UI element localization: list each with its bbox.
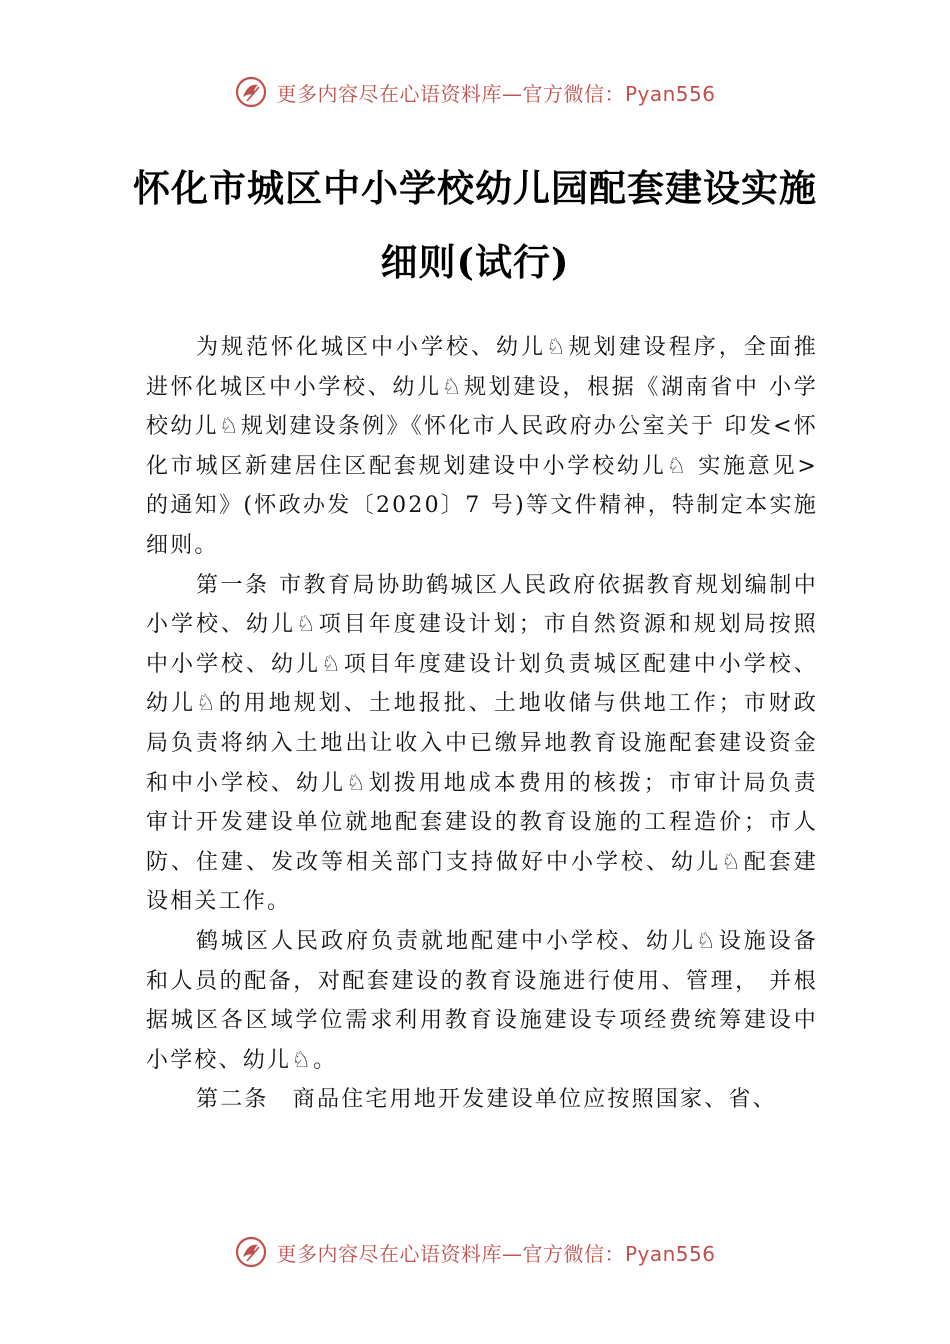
brand-logo-icon [234,75,268,109]
footer-watermark-banner [0,1232,950,1272]
header-watermark-banner [0,72,950,112]
document-body [146,328,818,1120]
paragraph-article-1: 第一条 市教育局协助鹤城区人民政府依据教育规划编制中小学校、幼儿♘项目年度建设计划；市自然资源和规划局按照中小学校、幼儿♘项目年度建设计划负责城区配建中小学校、幼儿♘的用地规划、土地报批、土地收储与供地工作；市财政局负责将纳入土地出让收入中已缴异地教育设施配套建设资金和中小学校、幼儿♘划拨用地成本费用的核拨；市审计局负责审计开发建设单位就地配套建设的教育设施的工程造价；市人防、住建、发改等相关部门支持做好中小学校、幼儿♘配套建设相关工作。 [146,572,818,915]
banner-text: 更多内容尽在心语资料库—官方微信：Pyan556 [276,81,716,106]
brand-logo-icon [234,1235,268,1269]
paragraph-district-duties: 鹤城区人民政府负责就地配建中小学校、幼儿♘设施设备和人员的配备，对配套建设的教育设施进行使用、管理， 并根据城区各区域学位需求利用教育设施建设专项经费统筹建设中小学校、幼儿♘。 [146,928,818,1073]
paragraph-intro: 为规范怀化城区中小学校、幼儿♘规划建设程序，全面推进怀化城区中小学校、幼儿♘规划建设，根据《湖南省中 小学校幼儿♘规划建设条例》《怀化市人民政府办公室关于 印发<怀化市城区新建居住区配套规划建设中小学校幼儿♘ 实施意见>的通知》(怀政办发〔2020〕7 号)等文件精神，特制定本实施细则。 [146,335,818,558]
banner-text: 更多内容尽在心语资料库—官方微信：Pyan556 [276,1241,716,1266]
document-title-line-2: 细则(试行) [380,240,570,284]
document-title-line-1: 怀化市城区中小学校幼儿园配套建设实施 [133,166,817,210]
paragraph-article-2: 第二条 商品住宅用地开发建设单位应按照国家、省、 [196,1087,777,1113]
